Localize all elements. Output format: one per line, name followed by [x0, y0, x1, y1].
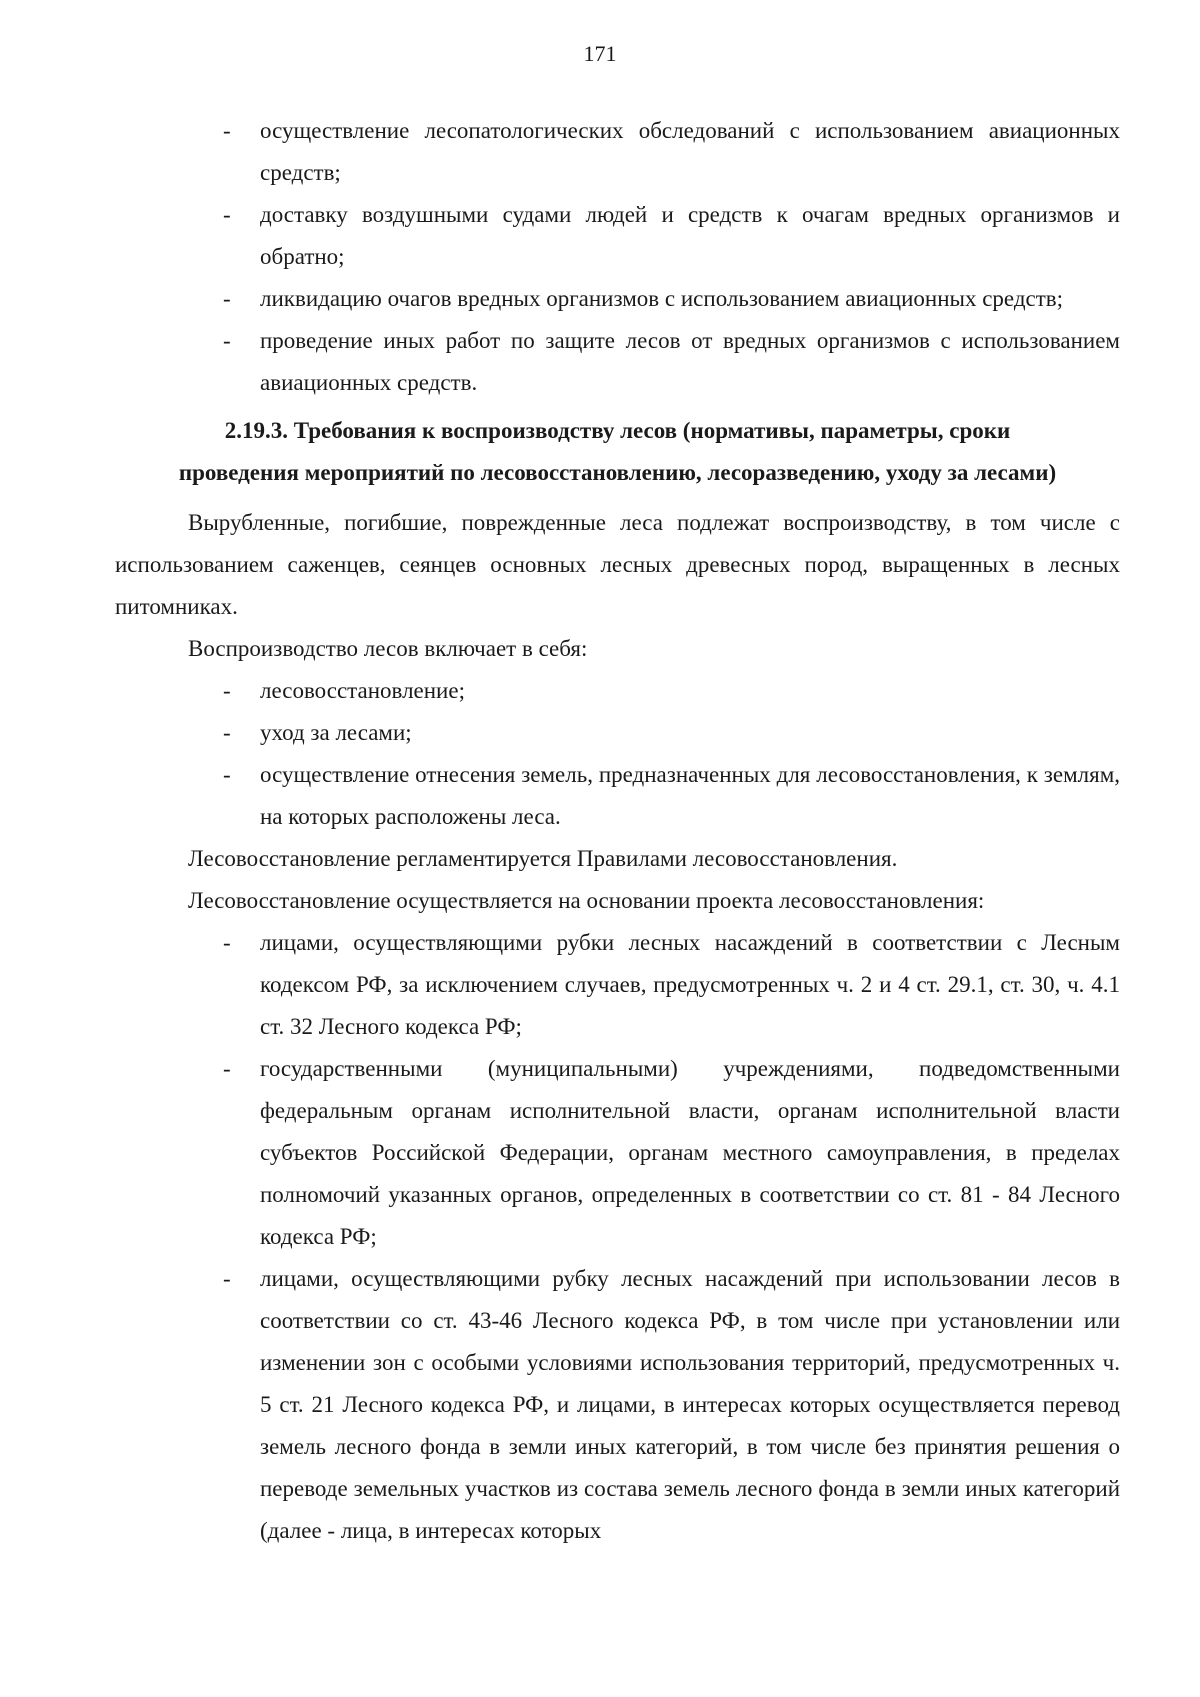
list-item-text: государственными (муниципальными) учреждениями, подведомственными федеральным органам исполнительной власти, органам исполнительной власти субъектов Российской Федерации, органам местного самоуправления, в пределах полномочий указанных органов, определенных в соответствии со ст. 81 - 84 Лесного кодекса РФ; — [260, 1056, 1120, 1249]
dash-marker: - — [223, 678, 231, 703]
dash-marker: - — [223, 328, 231, 353]
dash-marker: - — [223, 720, 231, 745]
list-item-text: лицами, осуществляющими рубку лесных насаждений при использовании лесов в соответствии со ст. 43-46 Лесного кодекса РФ, в том числе при установлении или изменении зон с особыми условиями использования территорий, предусмотренных ч. 5 ст. 21 Лесного кодекса РФ, и лицами, в интересах которых осуществляется перевод земель лесного фонда в земли иных категорий, в том числе без принятия решения о переводе земельных участков из состава земель лесного фонда в земли иных категорий (далее - лица, в интересах которых — [260, 1266, 1120, 1543]
bullet-list-reproduction — [115, 670, 1120, 838]
list-item — [115, 754, 1120, 838]
list-item-text: проведение иных работ по защите лесов от вредных организмов с использованием авиационных средств. — [260, 328, 1120, 395]
list-item-text: уход за лесами; — [260, 720, 412, 745]
section-heading-line-2: проведения мероприятий по лесовосстановлению, лесоразведению, уходу за лесами) — [178, 460, 1057, 485]
bullet-list-aviation — [115, 110, 1120, 404]
list-item-text: ликвидацию очагов вредных организмов с использованием авиационных средств; — [260, 286, 1064, 311]
list-item-text: осуществление отнесения земель, предназначенных для лесовосстановления, к землям, на которых расположены леса. — [260, 762, 1120, 829]
list-item-text: лесовосстановление; — [260, 678, 465, 703]
list-item — [115, 194, 1120, 278]
dash-marker: - — [223, 762, 231, 787]
page-content — [115, 110, 1120, 1552]
list-item — [115, 320, 1120, 404]
list-item — [115, 278, 1120, 320]
page-number: 171 — [583, 41, 617, 66]
paragraph-reproduction: Вырубленные, погибшие, поврежденные леса подлежат воспроизводству, в том числе с использованием саженцев, сеянцев основных лесных древесных пород, выращенных в лесных питомниках. — [115, 510, 1120, 619]
dash-marker: - — [223, 1056, 231, 1081]
list-item — [115, 110, 1120, 194]
list-item-text: осуществление лесопатологических обследований с использованием авиационных средств; — [260, 118, 1120, 185]
list-item — [115, 1258, 1120, 1552]
bullet-list-performers — [115, 922, 1120, 1552]
list-item-text: доставку воздушными судами людей и средств к очагам вредных организмов и обратно; — [260, 202, 1120, 269]
list-item-text: лицами, осуществляющими рубки лесных насаждений в соответствии с Лесным кодексом РФ, за исключением случаев, предусмотренных ч. 2 и 4 ст. 29.1, ст. 30, ч. 4.1 ст. 32 Лесного кодекса РФ; — [260, 930, 1120, 1039]
dash-marker: - — [223, 1266, 231, 1291]
paragraph-rules: Лесовосстановление регламентируется Правилами лесовосстановления. — [188, 846, 898, 871]
paragraph-includes: Воспроизводство лесов включает в себя: — [188, 636, 588, 661]
dash-marker: - — [223, 202, 231, 227]
paragraph-project: Лесовосстановление осуществляется на основании проекта лесовосстановления: — [188, 888, 985, 913]
dash-marker: - — [223, 930, 231, 955]
list-item — [115, 712, 1120, 754]
list-item — [115, 670, 1120, 712]
dash-marker: - — [223, 118, 231, 143]
dash-marker: - — [223, 286, 231, 311]
section-heading-line-1: 2.19.3. Требования к воспроизводству лесов (нормативы, параметры, сроки — [224, 418, 1011, 443]
list-item — [115, 922, 1120, 1048]
section-heading — [115, 410, 1120, 494]
list-item — [115, 1048, 1120, 1258]
